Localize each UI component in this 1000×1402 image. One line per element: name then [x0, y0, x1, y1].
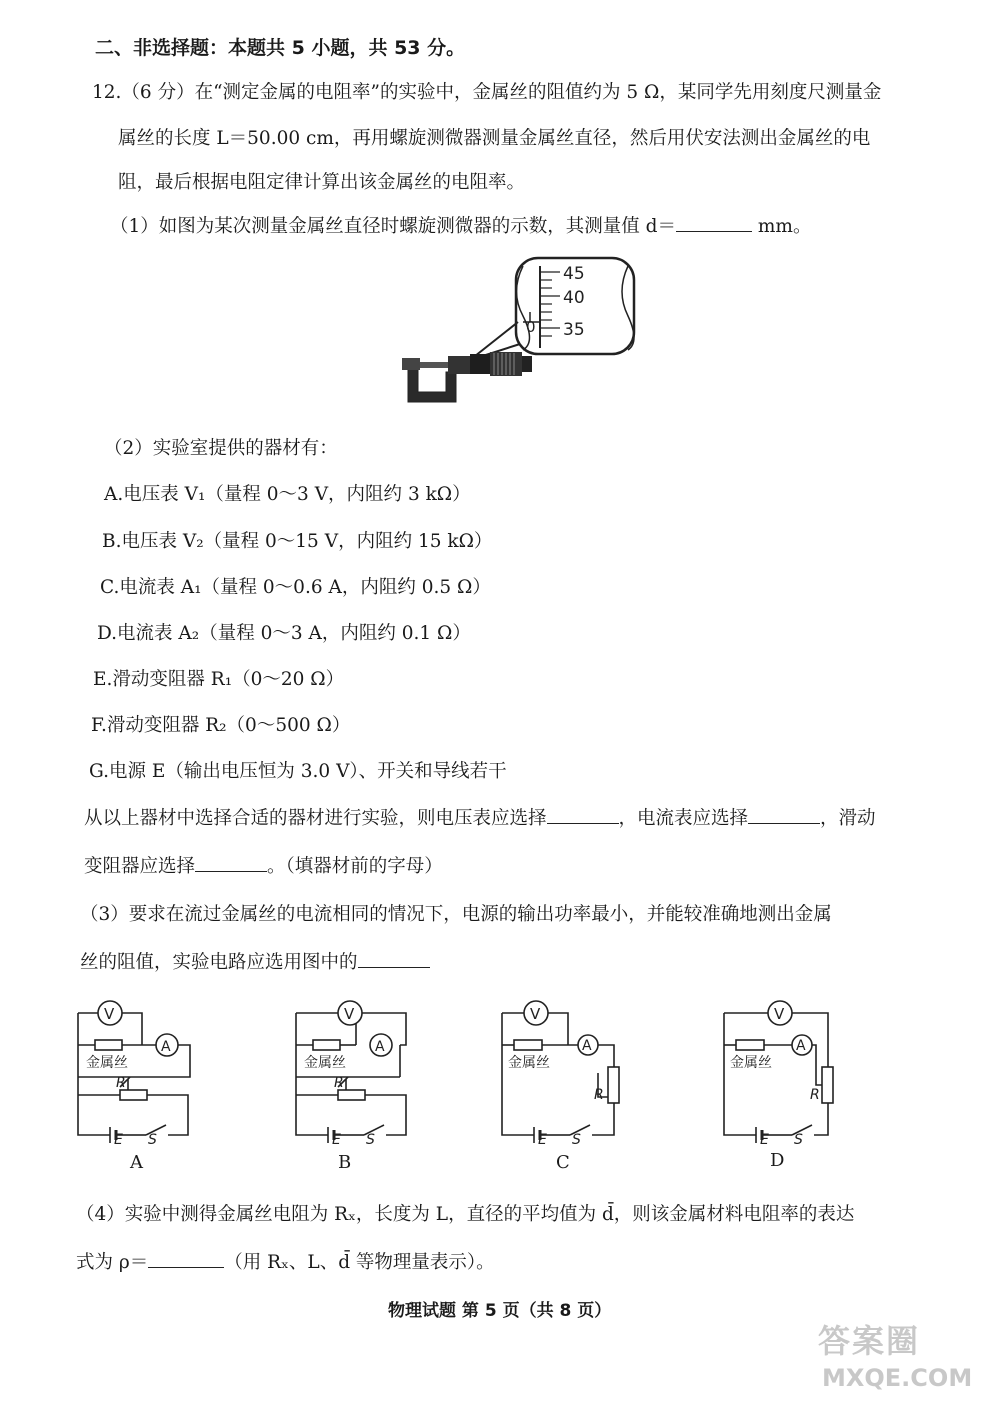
rheostat-icon [822, 1067, 833, 1103]
scale-label-35: 35 [563, 320, 585, 340]
metal-wire-resistor [736, 1040, 764, 1050]
equipment-item-g: G.电源 E（输出电压恒为 3.0 V）、开关和导线若干 [89, 761, 507, 782]
choose-rheostat-text: ，滑动 [820, 808, 876, 829]
answer-blank-rheostat[interactable] [195, 870, 267, 872]
ammeter-label: A [375, 1039, 385, 1055]
watermark-site: MXQE.COM [822, 1364, 973, 1392]
metal-wire-resistor [313, 1040, 340, 1050]
ammeter-label: A [161, 1039, 171, 1055]
scale-label-45: 45 [563, 264, 585, 284]
choose-ammeter-text: ，电流表应选择 [618, 808, 749, 829]
part4-formula-hint: （用 Rₓ、L、d̄ 等物理量表示）。 [224, 1252, 495, 1273]
answer-blank-circuit[interactable] [358, 966, 430, 968]
equipment-item-d: D.电流表 A₂（量程 0～3 A，内阻约 0.1 Ω） [97, 623, 471, 644]
metal-wire-resistor [95, 1040, 122, 1050]
circuit-caption-b: B [338, 1152, 352, 1173]
voltmeter-label: V [774, 1005, 785, 1023]
equipment-item-b: B.电压表 V₂（量程 0～15 V，内阻约 15 kΩ） [102, 531, 493, 552]
equipment-item-f: F.滑动变阻器 R₂（0～500 Ω） [91, 715, 351, 736]
switch-label: S [572, 1132, 581, 1145]
circuit-caption-d: D [770, 1150, 785, 1171]
equipment-item-e: E.滑动变阻器 R₁（0～20 Ω） [93, 669, 345, 690]
answer-blank-d[interactable] [676, 230, 752, 232]
circuit-diagram-d [716, 995, 846, 1145]
source-label: E [538, 1132, 547, 1145]
circuit-diagram-a [70, 995, 200, 1145]
part1-unit: mm。 [757, 216, 812, 237]
rheostat-label: R [116, 1075, 126, 1091]
metal-wire-resistor [514, 1040, 542, 1050]
answer-blank-resistivity[interactable] [148, 1266, 224, 1268]
switch-label: S [148, 1132, 157, 1145]
watermark-logo: 答案圈 [818, 1322, 921, 1360]
rheostat-icon [120, 1090, 147, 1100]
part4-line-1: （4）实验中测得金属丝电阻为 Rₓ，长度为 L，直径的平均值为 d̄，则该金属材料电阻率的表达 [76, 1204, 855, 1225]
ammeter-label: A [796, 1038, 806, 1054]
ammeter-label: A [582, 1038, 592, 1054]
part4-formula-prefix: 式为 ρ＝ [76, 1252, 149, 1273]
switch-label: S [366, 1132, 375, 1145]
metal-wire-label: 金属丝 [508, 1055, 550, 1071]
rheostat-label: R [594, 1087, 604, 1103]
equipment-item-c: C.电流表 A₁（量程 0～0.6 A，内阻约 0.5 Ω） [100, 577, 491, 598]
part3-line-1: （3）要求在流过金属丝的电流相同的情况下，电源的输出功率最小，并能较准确地测出金属 [80, 904, 832, 925]
rheostat-icon [608, 1067, 619, 1103]
metal-wire-label: 金属丝 [86, 1055, 128, 1071]
page-footer: 物理试题 第 5 页（共 8 页） [388, 1301, 612, 1321]
rheostat-icon [338, 1090, 365, 1100]
voltmeter-label: V [530, 1005, 541, 1023]
choose-instruction: 。（填器材前的字母） [267, 856, 443, 877]
section-title: 二、非选择题：本题共 5 小题，共 53 分。 [95, 37, 466, 59]
answer-blank-ammeter[interactable] [748, 822, 820, 824]
rheostat-label: R [334, 1075, 344, 1091]
choose-rheostat-label: 变阻器应选择 [84, 856, 196, 877]
part2-choose-line-1 [84, 804, 876, 830]
metal-wire-label: 金属丝 [730, 1055, 772, 1071]
equipment-item-a: A.电压表 V₁（量程 0～3 V，内阻约 3 kΩ） [104, 484, 471, 505]
micrometer-figure [398, 252, 638, 412]
part2-intro: （2）实验室提供的器材有： [104, 438, 338, 459]
main-scale-zero: 0 [526, 318, 536, 336]
circuit-caption-a: A [130, 1152, 143, 1173]
answer-blank-voltmeter[interactable] [547, 822, 619, 824]
switch-label: S [794, 1132, 803, 1145]
choose-voltmeter-text: 从以上器材中选择合适的器材进行实验，则电压表应选择 [84, 808, 547, 829]
metal-wire-label: 金属丝 [304, 1055, 346, 1071]
part4-line-2 [76, 1248, 495, 1274]
source-label: E [332, 1132, 341, 1145]
rheostat-label: R [810, 1087, 820, 1103]
voltmeter-label: V [344, 1005, 355, 1023]
question-stem-line-2: 属丝的长度 L＝50.00 cm，再用螺旋测微器测量金属丝直径，然后用伏安法测出金属丝的电 [118, 128, 871, 149]
part1-text: （1）如图为某次测量金属丝直径时螺旋测微器的示数，其测量值 d＝ [110, 216, 676, 237]
part3-line-2 [80, 948, 430, 974]
question-stem-line-3: 阻，最后根据电阻定律计算出该金属丝的电阻率。 [118, 172, 526, 193]
circuit-caption-c: C [556, 1152, 570, 1173]
part1-question [110, 212, 811, 238]
scale-label-40: 40 [563, 288, 585, 308]
source-label: E [760, 1132, 769, 1145]
source-label: E [114, 1132, 123, 1145]
circuit-diagram-b [288, 995, 418, 1145]
circuit-diagram-c [494, 995, 624, 1145]
part3-text: 丝的阻值，实验电路应选用图中的 [80, 952, 358, 973]
question-stem-line-1: 12.（6 分）在“测定金属的电阻率”的实验中，金属丝的阻值约为 5 Ω，某同学先用刻度尺测量金 [92, 82, 882, 103]
voltmeter-label: V [104, 1005, 115, 1023]
part2-choose-line-2 [84, 852, 443, 878]
